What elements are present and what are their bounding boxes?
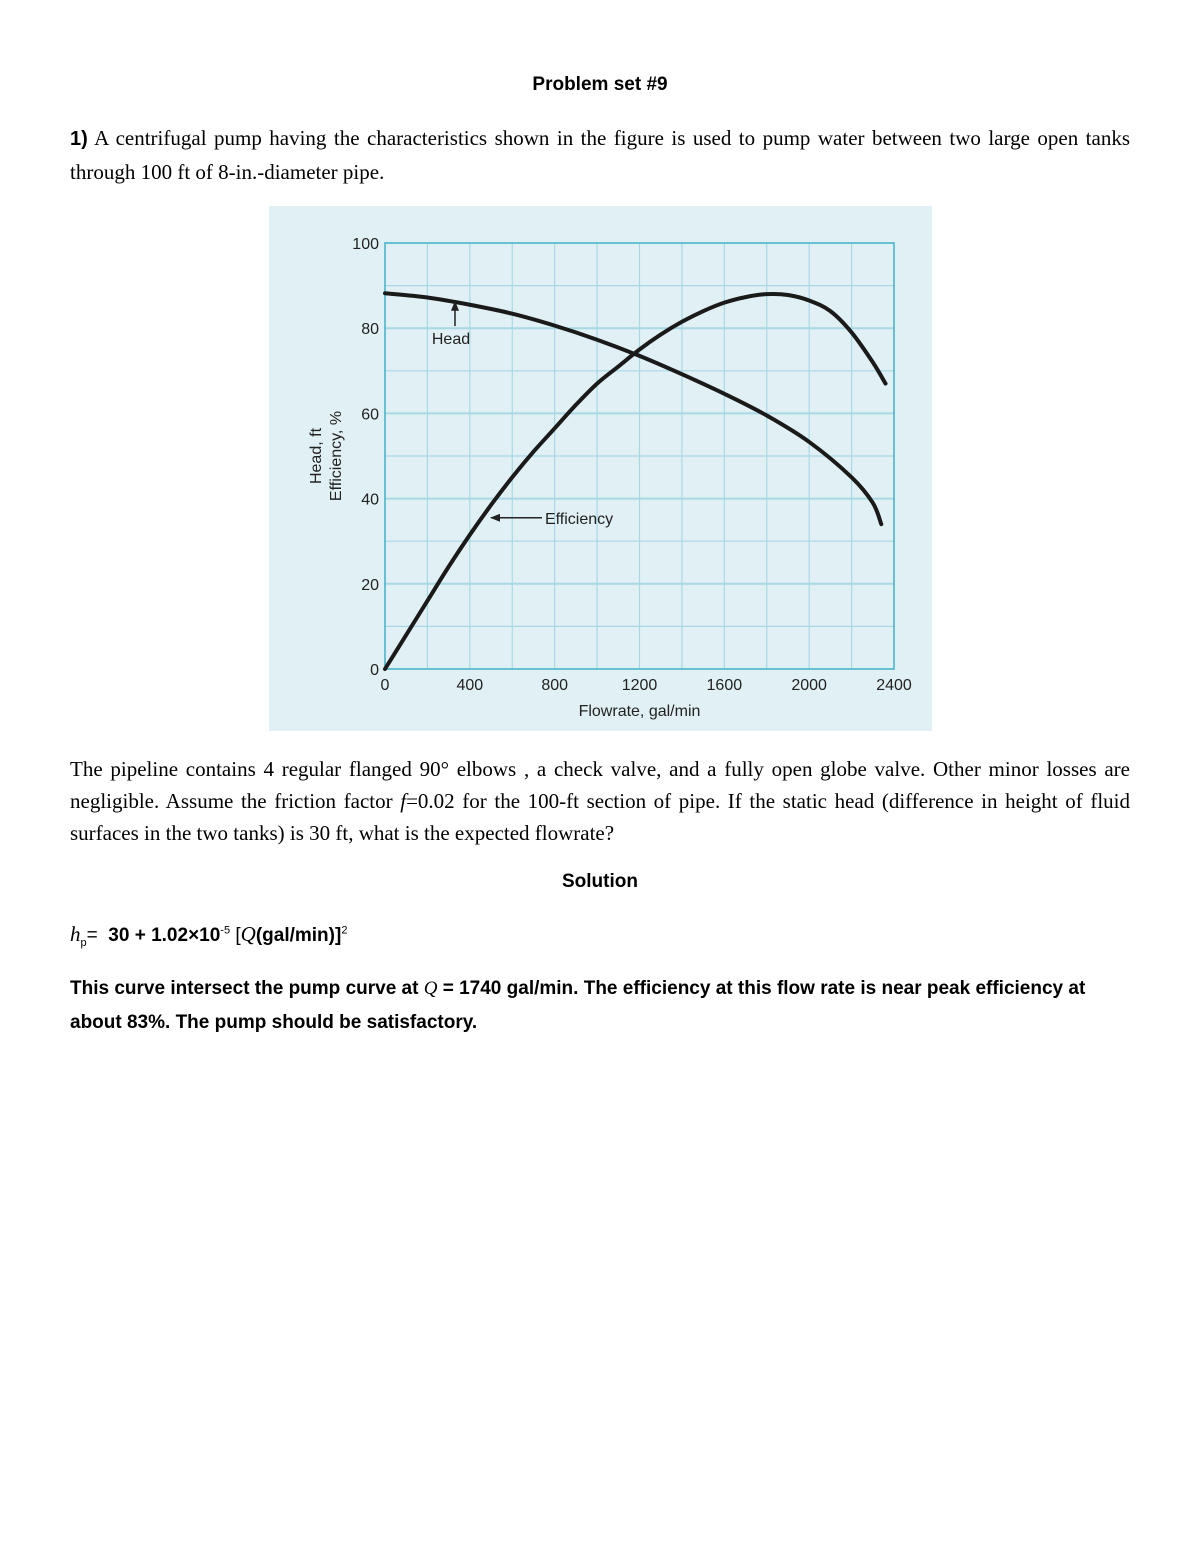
x-tick-label: 800 [541,677,569,694]
conclusion-part1: This curve intersect the pump curve at [70,978,424,999]
y-axis-label: Head, ft [308,427,325,485]
problem-text: A centrifugal pump having the characteristics shown in the figure is used to pump water between two large open tanks through 100 ft of 8-in.-diameter pipe. [70,126,1131,184]
x-tick-label: 2400 [876,677,912,694]
y-tick-label: 80 [361,321,379,339]
pipeline-description [70,753,1130,849]
eq-square: 2 [341,924,348,937]
eq-bracket-close: ] [334,925,342,946]
y-tick-label: 100 [352,236,379,253]
x-tick-label: 1200 [621,677,658,694]
y-axis-label: Efficiency, % [328,410,345,502]
chart-background [269,206,932,731]
friction-factor-symbol: f [400,789,407,813]
efficiency-annotation-label: Efficiency [544,510,614,528]
pipeline-text-b: =0.02 for the 100-ft section of pipe. If the static head (difference in height of fluid surfaces in the two tanks) is 30 ft, what is the expected flowrate? [70,789,1130,845]
conclusion-q-var: Q [423,978,438,999]
problem-statement [70,122,1130,189]
pump-characteristics-chart [269,206,932,731]
eq-bracket-open: [ [235,925,241,946]
page-title: Problem set #9 [532,74,668,95]
eq-units: (gal/min) [255,925,335,946]
eq-sign: = [86,925,98,946]
conclusion-part2: = 1740 gal/min. The efficiency at this flow rate is near peak efficiency at about 83%. The pump should be satisfactory. [70,978,1086,1033]
y-tick-label: 60 [361,406,379,424]
x-tick-label: 1600 [706,677,743,694]
x-tick-label: 400 [456,677,484,694]
eq-exponent: -5 [220,924,231,937]
eq-h-subscript: p [80,936,87,949]
pump-equation [70,922,1130,949]
eq-q-var: Q [240,922,256,946]
eq-h-var: h [70,922,81,946]
eq-constant: 30 + 1.02×10 [108,925,221,946]
problem-number: 1) [70,128,88,150]
y-tick-label: 0 [370,662,379,679]
y-tick-label: 40 [361,491,379,509]
solution-conclusion [70,972,1130,1040]
x-tick-label: 2000 [791,677,827,694]
x-tick-label: 0 [380,677,390,694]
solution-heading: Solution [562,871,638,892]
y-tick-label: 20 [361,576,379,594]
head-annotation-label: Head [431,331,471,349]
x-axis-label: Flowrate, gal/min [578,703,701,720]
pipeline-text-a: The pipeline contains 4 regular flanged 90° elbows , a check valve, and a fully open globe valve. Other minor losses are negligible. Assume the friction factor [70,757,1130,813]
